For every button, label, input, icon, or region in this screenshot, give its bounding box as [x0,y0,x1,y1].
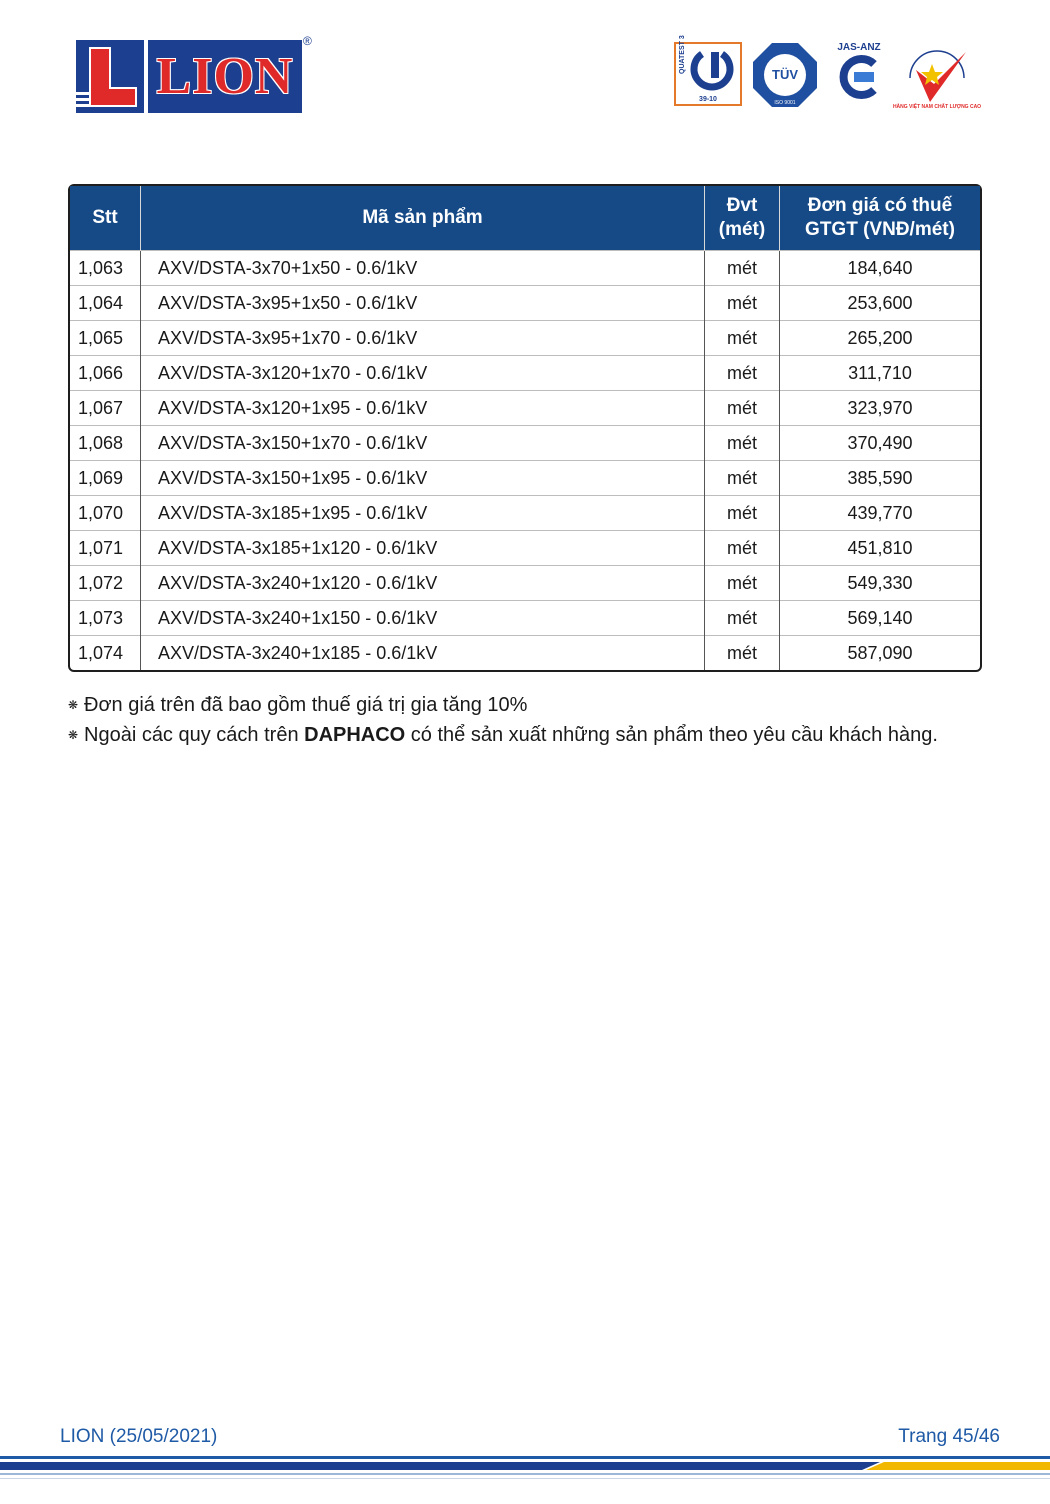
lion-logo-text: LION [148,40,302,113]
tuv-sub-label: ISO 9001 [774,100,796,106]
cell-stt: 1,069 [70,461,141,496]
cell-unit: mét [705,391,780,426]
cell-price: 311,710 [780,356,981,391]
bullet-icon: ❋ [68,728,79,742]
cell-price: 451,810 [780,531,981,566]
cell-unit: mét [705,251,780,286]
cell-unit: mét [705,461,780,496]
cell-product-code: AXV/DSTA-3x150+1x70 - 0.6/1kV [141,426,705,461]
cell-stt: 1,071 [70,531,141,566]
table-row [70,426,980,461]
cell-price: 587,090 [780,636,981,671]
certification-logos [672,35,982,112]
header-stt: Stt [70,186,141,251]
note-vat-text: Đơn giá trên đã bao gồm thuế giá trị gia tăng 10% [84,694,528,716]
table-row [70,321,980,356]
quatest-label: QUATEST 3 [679,35,686,74]
cell-price: 385,590 [780,461,981,496]
cell-stt: 1,068 [70,426,141,461]
tuv-logo-icon [752,42,818,108]
cell-stt: 1,067 [70,391,141,426]
price-table-container [68,184,982,672]
cell-unit: mét [705,426,780,461]
jas-anz-logo-icon [830,40,888,110]
tuv-label: TÜV [772,67,798,82]
note-brand: DAPHACO [304,724,406,746]
cell-price: 265,200 [780,321,981,356]
cell-unit: mét [705,286,780,321]
cell-unit: mét [705,531,780,566]
cell-stt: 1,065 [70,321,141,356]
cell-unit: mét [705,356,780,391]
cell-product-code: AXV/DSTA-3x120+1x70 - 0.6/1kV [141,356,705,391]
table-row [70,286,980,321]
cell-price: 569,140 [780,601,981,636]
note-vat [68,690,1028,720]
header-price [780,186,981,251]
notes-section [68,690,1028,750]
cell-product-code: AXV/DSTA-3x240+1x185 - 0.6/1kV [141,636,705,671]
cell-unit: mét [705,636,780,671]
table-row [70,496,980,531]
bullet-icon: ❋ [68,698,79,712]
cell-price: 549,330 [780,566,981,601]
price-table [70,186,980,670]
footer-document-date: LION (25/05/2021) [60,1426,218,1447]
cell-product-code: AXV/DSTA-3x185+1x120 - 0.6/1kV [141,531,705,566]
cell-stt: 1,074 [70,636,141,671]
cell-price: 184,640 [780,251,981,286]
cell-stt: 1,073 [70,601,141,636]
quatest-code: 39-10 [699,96,717,103]
cell-unit: mét [705,321,780,356]
cell-price: 323,970 [780,391,981,426]
cell-price: 439,770 [780,496,981,531]
lion-logo-mark-icon [76,40,144,113]
footer-decorative-stripe [0,1456,1050,1499]
cell-stt: 1,072 [70,566,141,601]
header-unit [705,186,780,251]
header-product-code: Mã sản phẩm [141,186,705,251]
cell-price: 370,490 [780,426,981,461]
cell-product-code: AXV/DSTA-3x150+1x95 - 0.6/1kV [141,461,705,496]
hvn-label: HÀNG VIỆT NAM CHẤT LƯỢNG CAO [892,104,982,110]
cell-stt: 1,064 [70,286,141,321]
table-row [70,461,980,496]
cell-product-code: AXV/DSTA-3x185+1x95 - 0.6/1kV [141,496,705,531]
cell-stt: 1,066 [70,356,141,391]
note-custom-products [68,720,1028,750]
note-custom-text-after: có thể sản xuất những sản phẩm theo yêu cầu khách hàng. [405,724,938,746]
cell-price: 253,600 [780,286,981,321]
jas-anz-label: JAS-ANZ [837,42,881,53]
cell-product-code: AXV/DSTA-3x240+1x150 - 0.6/1kV [141,601,705,636]
cell-product-code: AXV/DSTA-3x120+1x95 - 0.6/1kV [141,391,705,426]
cell-product-code: AXV/DSTA-3x70+1x50 - 0.6/1kV [141,251,705,286]
table-row [70,566,980,601]
note-custom-text-before: Ngoài các quy cách trên [84,724,305,746]
quatest-logo-icon [674,35,742,106]
cell-unit: mét [705,496,780,531]
cell-product-code: AXV/DSTA-3x95+1x50 - 0.6/1kV [141,286,705,321]
header-price-line2: GTGT (VNĐ/mét) [805,219,955,240]
header-price-line1: Đơn giá có thuế [807,195,953,216]
table-row [70,531,980,566]
cell-stt: 1,070 [70,496,141,531]
table-header-row [70,186,980,251]
table-row [70,251,980,286]
header-unit-line1: Đvt [726,195,758,216]
lion-logo [76,40,302,113]
cell-stt: 1,063 [70,251,141,286]
hang-viet-nam-chat-luong-cao-logo-icon [892,44,982,110]
registered-mark: ® [303,34,312,48]
cell-unit: mét [705,566,780,601]
cell-product-code: AXV/DSTA-3x95+1x70 - 0.6/1kV [141,321,705,356]
header-unit-line2: (mét) [718,219,766,240]
table-row [70,356,980,391]
table-row [70,391,980,426]
cell-unit: mét [705,601,780,636]
cell-product-code: AXV/DSTA-3x240+1x120 - 0.6/1kV [141,566,705,601]
table-row [70,636,980,671]
footer-page-number: Trang 45/46 [898,1426,1000,1447]
table-row [70,601,980,636]
